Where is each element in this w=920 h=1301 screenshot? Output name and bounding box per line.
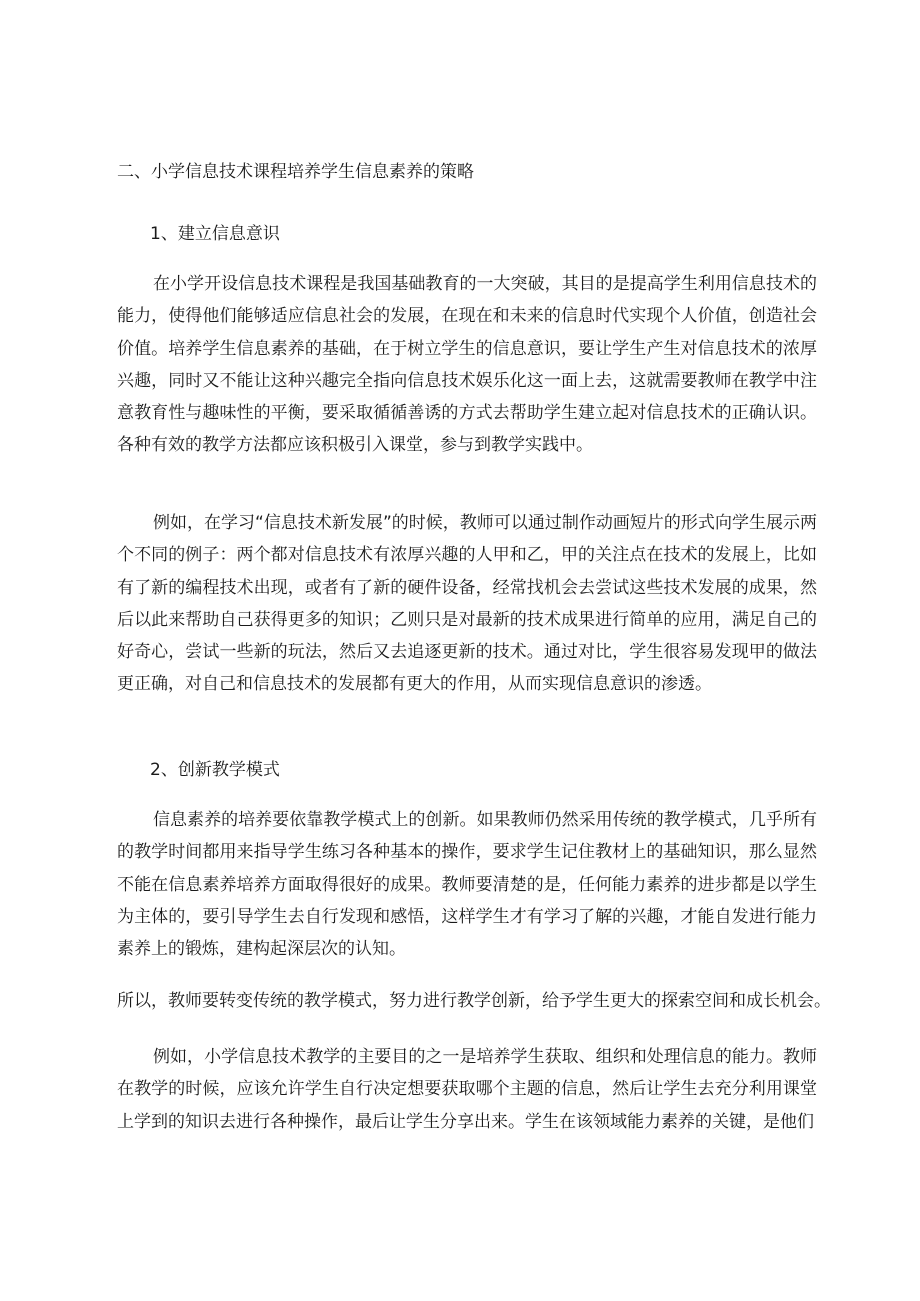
paragraph-2-3: 例如，小学信息技术教学的主要目的之一是培养学生获取、组织和处理信息的能力。教师在教学的时候，应该允许学生自行决定想要获取哪个主题的信息，然后让学生去充分利用课堂上学到的知识去进行各种操作，最后让学生分享出来。学生在该领域能力素养的关键，是他们	[117, 1047, 817, 1132]
subsection-title-1: 1、建立信息意识	[150, 224, 280, 244]
section-title: 二、小学信息技术课程培养学生信息素养的策略	[117, 162, 474, 182]
subsection-title-2: 2、创新教学模式	[150, 760, 280, 780]
paragraph-1-2: 例如，在学习“信息技术新发展”的时候，教师可以通过制作动画短片的形式向学生展示两个不同的例子：两个都对信息技术有浓厚兴趣的人甲和乙，甲的关注点在技术的发展上，比如有了新的编程技术出现，或者有了新的硬件设备，经常找机会去尝试这些技术发展的成果，然后以此来帮助自己获得更多的知识；乙则只是对最新的技术成果进行简单的应用，满足自己的好奇心，尝试一些新的玩法，然后又去追逐更新的技术。通过对比，学生很容易发现甲的做法更正确，对自己和信息技术的发展都有更大的作用，从而实现信息意识的渗透。	[117, 513, 817, 695]
paragraph-2-2: 所以，教师要转变传统的教学模式，努力进行教学创新，给予学生更大的探索空间和成长机会。	[117, 991, 831, 1011]
paragraph-1-1: 在小学开设信息技术课程是我国基础教育的一大突破，其目的是提高学生利用信息技术的能力，使得他们能够适应信息社会的发展，在现在和未来的信息时代实现个人价值，创造社会价值。培养学生信息素养的基础，在于树立学生的信息意识，要让学生产生对信息技术的浓厚兴趣，同时又不能让这种兴趣完全指向信息技术娱乐化这一面上去，这就需要教师在教学中注意教育性与趣味性的平衡，要采取循循善诱的方式去帮助学生建立起对信息技术的正确认识。各种有效的教学方法都应该积极引入课堂，参与到教学实践中。	[117, 274, 817, 456]
paragraph-2-1: 信息素养的培养要依靠教学模式上的创新。如果教师仍然采用传统的教学模式，几乎所有的教学时间都用来指导学生练习各种基本的操作，要求学生记住教材上的基础知识，那么显然不能在信息素养培养方面取得很好的成果。教师要清楚的是，任何能力素养的进步都是以学生为主体的，要引导学生去自行发现和感悟，这样学生才有学习了解的兴趣，才能自发进行能力素养上的锻炼，建构起深层次的认知。	[117, 810, 817, 960]
